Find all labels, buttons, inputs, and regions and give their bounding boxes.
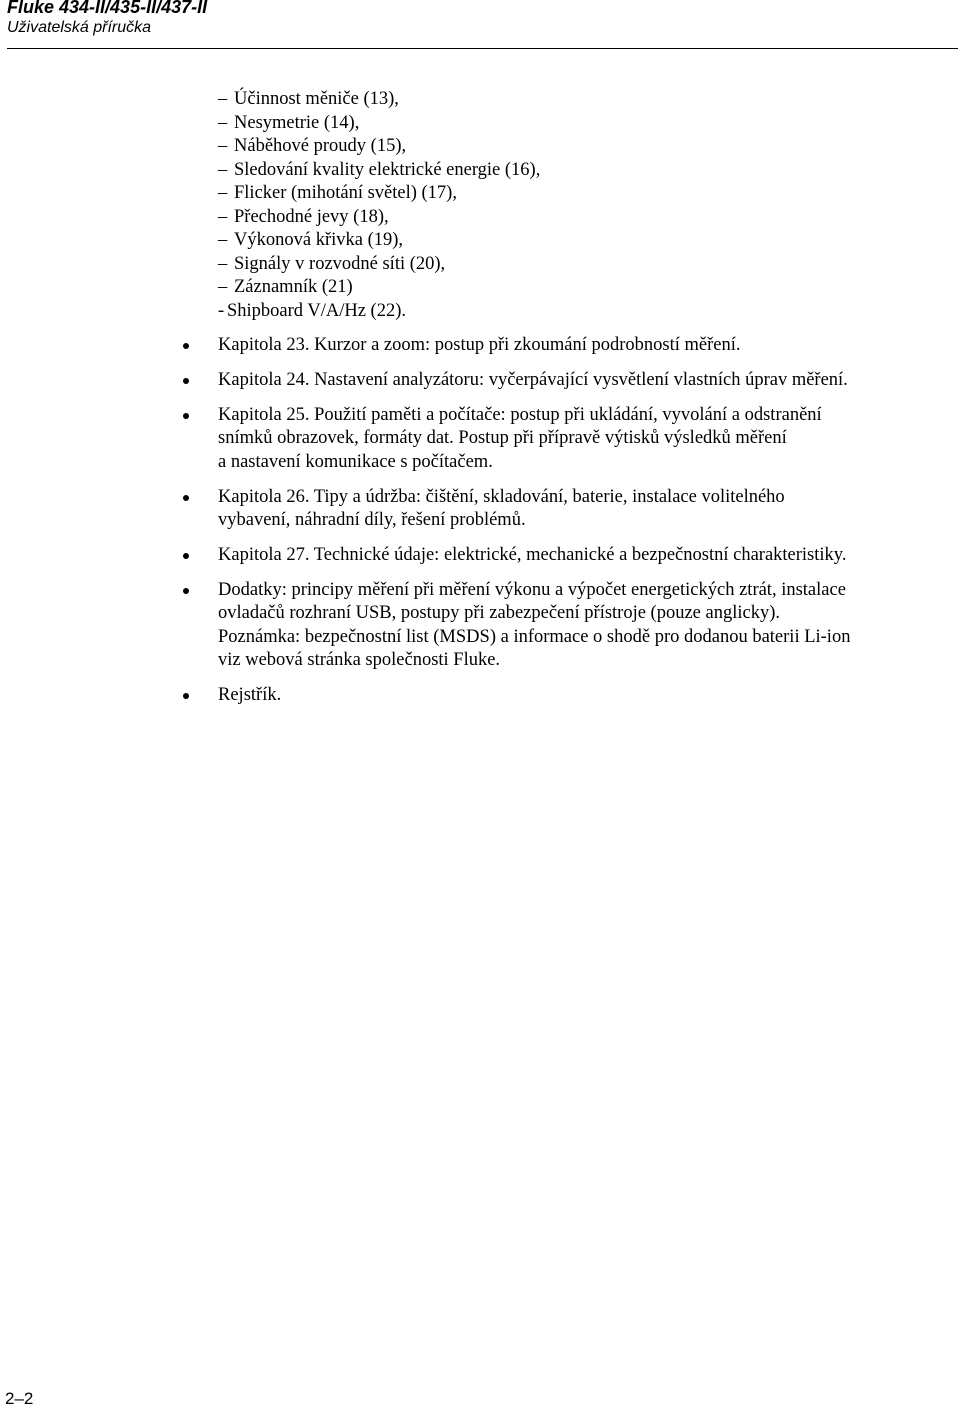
list-item — [218, 206, 958, 230]
index-text: Rejstřík. — [218, 684, 282, 705]
dash-marker: – — [218, 183, 228, 203]
chapter-text: Kapitola 25. Použití paměti a počítače: postup při ukládání, vyvolání a odstranění snímků obrazovek, formáty dat. Postup při přípravě výtisků výsledků měření a nastavení komunikace s počítačem. — [218, 404, 822, 472]
list-item — [218, 276, 958, 300]
chapter-item — [218, 334, 958, 357]
dash-marker: – — [218, 136, 228, 156]
list-item-text: Účinnost měniče (13), — [234, 89, 399, 109]
chapter-item — [218, 544, 958, 567]
appendix-item — [218, 579, 958, 673]
chapter-item — [218, 369, 958, 392]
bullet-icon — [183, 378, 189, 384]
list-item-text: Shipboard V/A/Hz (22). — [227, 300, 406, 321]
list-item-text: Signály v rozvodné síti (20), — [234, 253, 446, 274]
list-item — [218, 135, 958, 159]
chapter-item — [218, 486, 958, 533]
chapter-text: Kapitola 26. Tipy a údržba: čištění, skladování, baterie, instalace volitelného vybavení, náhradní díly, řešení problémů. — [218, 486, 785, 530]
function-sublist — [218, 88, 958, 323]
list-item — [218, 253, 958, 277]
list-item-text: Náběhové proudy (15), — [234, 136, 407, 156]
bullet-icon — [183, 413, 189, 419]
chapter-text: Kapitola 24. Nastavení analyzátoru: vyčerpávající vysvětlení vlastních úprav měření. — [218, 369, 848, 390]
list-item — [218, 112, 958, 136]
chapter-text: Kapitola 27. Technické údaje: elektrické, mechanické a bezpečnostní charakteristiky. — [218, 544, 847, 565]
page-number: 2–2 — [5, 1389, 34, 1408]
list-item-text: Nesymetrie (14), — [234, 112, 360, 133]
dash-marker: – — [218, 206, 228, 227]
appendix-text: Dodatky: principy měření při měření výkonu a výpočet energetických ztrát, instalace ovladačů rozhraní USB, postupy při zabezpečení přístroje (pouze anglicky). Poznámka: bezpečnostní list (MSDS) a informace o shodě pro dodanou baterii Li-ion viz webová stránka společnosti Fluke. — [218, 579, 851, 670]
dash-marker: – — [218, 277, 228, 297]
dash-marker: – — [218, 159, 228, 180]
dash-marker: – — [218, 89, 228, 109]
list-item-text: Záznamník (21) — [234, 277, 353, 297]
bullet-icon — [183, 495, 189, 501]
list-item — [218, 88, 958, 112]
index-item — [218, 684, 958, 707]
dash-marker: - — [218, 300, 225, 321]
chapter-text: Kapitola 23. Kurzor a zoom: postup při zkoumání podrobností měření. — [218, 335, 741, 355]
chapter-item — [218, 404, 958, 474]
page-header — [7, 0, 958, 38]
page-content — [218, 88, 958, 719]
list-item-text: Sledování kvality elektrické energie (16), — [234, 159, 541, 180]
list-item-text: Výkonová křivka (19), — [234, 230, 404, 250]
bullet-icon — [183, 343, 189, 349]
list-item — [218, 159, 958, 183]
list-item — [218, 300, 958, 324]
bullet-icon — [183, 693, 189, 699]
product-title: Fluke 434-II/435-II/437-II — [7, 0, 208, 17]
chapter-list — [218, 334, 958, 707]
dash-marker: – — [218, 253, 228, 274]
manual-subtitle: Uživatelská příručka — [7, 19, 152, 36]
list-item — [218, 229, 958, 253]
dash-marker: – — [218, 112, 228, 133]
bullet-icon — [183, 553, 189, 559]
header-divider — [7, 48, 958, 49]
bullet-icon — [183, 588, 189, 594]
list-item-text: Flicker (mihotání světel) (17), — [234, 183, 457, 203]
list-item-text: Přechodné jevy (18), — [234, 206, 389, 227]
list-item — [218, 182, 958, 206]
dash-marker: – — [218, 230, 228, 250]
